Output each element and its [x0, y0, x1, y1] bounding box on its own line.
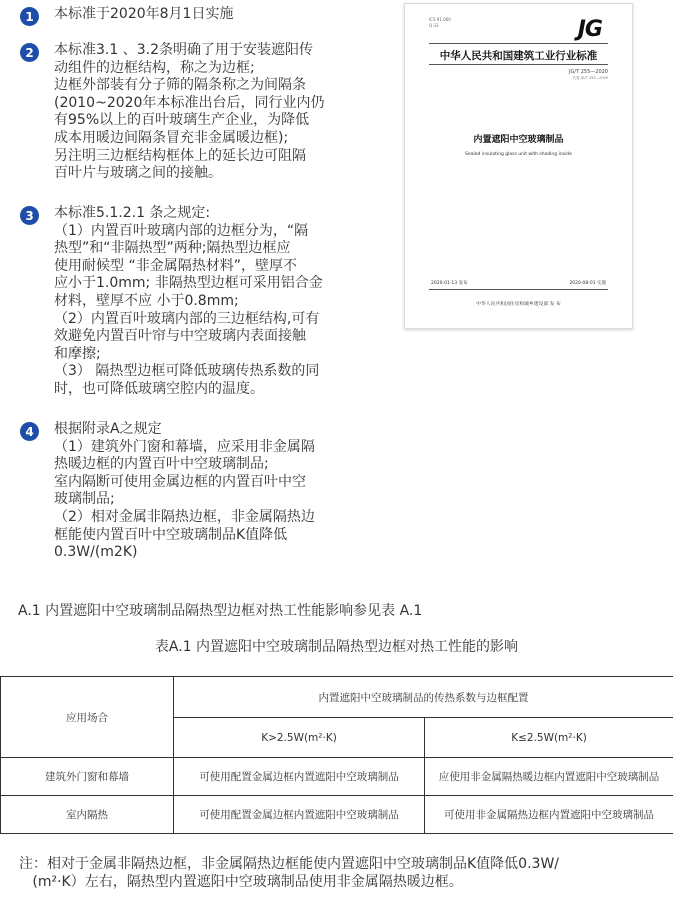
cell-value: 应使用非金属隔热暖边框内置遮阳中空玻璃制品: [425, 758, 673, 796]
header-group: 内置遮阳中空玻璃制品的传热系数与边框配置: [174, 677, 673, 718]
cover-release-date: 2020-01-13 发布: [431, 281, 468, 286]
item-2: [20, 42, 365, 183]
cell-value: 可使用非金属隔热边框内置遮阳中空玻璃制品: [425, 796, 673, 834]
item-3: [20, 205, 365, 399]
item-line: 百叶片与玻璃之间的接触。: [54, 165, 222, 182]
item-line: 热型”和“非隔热型”两种;隔热型边框应: [54, 240, 291, 257]
table-caption: 表A.1 内置遮阳中空玻璃制品隔热型边框对热工性能的影响: [154, 639, 519, 655]
item-line: 材料，壁厚不应 小于0.8mm;: [54, 292, 239, 309]
item-line: 本标准于2020年8月1日实施: [54, 6, 234, 22]
note-line-1: 注：相对于金属非隔热边框，非金属隔热边框能使内置遮阳中空玻璃制品K值降低0.3W/: [19, 856, 560, 872]
number-badge-2: 2: [20, 43, 39, 62]
item-4: [20, 421, 365, 562]
number-badge-3: 3: [20, 206, 39, 225]
cover-q-code: Q 33: [429, 23, 439, 28]
table-header-row: [1, 677, 673, 718]
item-line: 和摩擦;: [54, 345, 101, 362]
item-line: 边框外部装有分子筛的隔条称之为间隔条: [54, 77, 306, 94]
cell-scene: 室内隔热: [1, 796, 174, 834]
item-line: 成本用暖边间隔条冒充非金属暖边框);: [54, 129, 289, 146]
item-line: 有95%以上的百叶玻璃生产企业，为降低: [54, 112, 310, 129]
item-1: [20, 6, 365, 24]
item-line: 本标准5.1.2.1 条之规定:: [54, 205, 211, 221]
item-line: (2010~2020年本标准出台后，同行业内仍: [54, 94, 325, 111]
cover-ics-code: ICS 91.060: [429, 17, 451, 22]
item-line: 玻璃制品;: [54, 491, 115, 508]
table-row: [1, 758, 673, 796]
item-line: 本标准3.1 、3.2条明确了用于安装遮阳传: [54, 42, 313, 58]
item-line: （3） 隔热型边框可降低玻璃传热系数的同: [54, 363, 320, 380]
jg-logo: JG: [577, 17, 602, 42]
item-2-text: [54, 42, 365, 183]
cover-impl-date: 2020-08-01 实施: [569, 281, 606, 286]
item-3-text: [54, 205, 365, 399]
item-line: 时，也可降低玻璃空腔内的温度。: [54, 380, 264, 397]
number-badge-1: 1: [20, 7, 39, 26]
cover-standard-code: JG/T 255—2020: [569, 69, 608, 75]
item-line: 0.3W/(m2K): [54, 544, 138, 561]
header-k-less: K≤2.5W(m²·K): [425, 718, 673, 758]
cover-publisher: 中华人民共和国住房和城乡建设部 发 布: [476, 302, 561, 307]
header-k-greater: K>2.5W(m²·K): [174, 718, 425, 758]
item-line: （2）相对金属非隔热边框，非金属隔热边: [54, 508, 315, 525]
item-line: 效避免内置百叶帘与中空玻璃内表面接触: [54, 328, 306, 345]
number-badge-4: 4: [20, 422, 39, 441]
header-application: 应用场合: [1, 677, 174, 758]
item-line: 另注明三边框结构框体上的延长边可阻隔: [54, 147, 306, 164]
thermal-table: [0, 676, 673, 834]
item-line: （2）内置百叶玻璃内部的三边框结构,可有: [54, 310, 320, 327]
cover-category: 中华人民共和国建筑工业行业标准: [439, 50, 598, 62]
cover-divider: [429, 43, 608, 44]
table-row: [1, 796, 673, 834]
item-line: 使用耐候型 “非金属隔热材料”，壁厚不: [54, 257, 297, 274]
note-line-2: (m²·K）左右，隔热型内置遮阳中空玻璃制品使用非金属隔热暖边框。: [19, 873, 463, 890]
item-line: （1）内置百叶玻璃内部的边框分为，“隔: [54, 222, 309, 239]
standard-cover-image: [404, 3, 633, 329]
cover-divider: [429, 64, 608, 65]
item-line: 应小于1.0mm; 非隔热型边框可采用铝合金: [54, 275, 323, 292]
cover-replace-code: 代替 JG/T 255—2009: [572, 76, 608, 80]
cell-value: 可使用配置金属边框内置遮阳中空玻璃制品: [174, 796, 425, 834]
table-note: [19, 856, 659, 891]
item-line: 根据附录A之规定: [54, 421, 162, 437]
cover-title-cn: 内置遮阳中空玻璃制品: [473, 135, 564, 145]
cover-title-en: Sealed insulating glass unit with shading inside: [465, 152, 572, 157]
cell-value: 可使用配置金属边框内置遮阳中空玻璃制品: [174, 758, 425, 796]
item-line: （1）建筑外门窗和幕墙，应采用非金属隔: [54, 438, 315, 455]
item-1-text: [54, 6, 365, 24]
cell-scene: 建筑外门窗和幕墙: [1, 758, 174, 796]
item-line: 动组件的边框结构，称之为边框;: [54, 59, 255, 76]
item-line: 室内隔断可使用金属边框的内置百叶中空: [54, 473, 306, 490]
section-heading: A.1 内置遮阳中空玻璃制品隔热型边框对热工性能影响参见表 A.1: [18, 603, 423, 619]
item-line: 框能使内置百叶中空玻璃制品K值降低: [54, 526, 288, 543]
item-4-text: [54, 421, 365, 562]
cover-divider: [429, 289, 608, 290]
item-line: 热暖边框的内置百叶中空玻璃制品;: [54, 456, 269, 473]
